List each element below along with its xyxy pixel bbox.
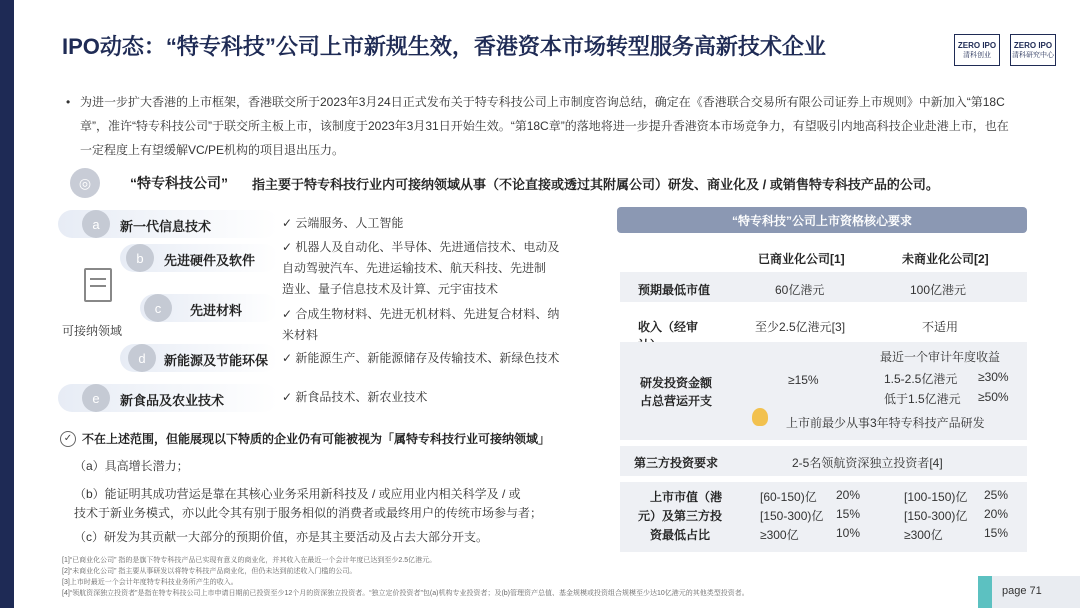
market-cap-precommercial: 100亿港元 — [910, 283, 967, 297]
category-letter-e: e — [82, 384, 110, 412]
category-items-d — [282, 348, 600, 369]
definition-term: “特专科技公司” — [130, 175, 228, 191]
logo-zero-ipo-research — [1010, 34, 1056, 66]
category-name-b: 先进硬件及软件 — [164, 253, 256, 268]
logos — [954, 34, 1056, 66]
page-number: page 71 — [1002, 585, 1042, 597]
min-ratio-c1-range: [150-300)亿 — [760, 509, 824, 523]
category-item: ✓ 合成生物材料、先进无机材料、先进复合材料、纳 — [282, 307, 560, 321]
category-item: 造业、量子信息技术及计算、元宇宙技术 — [282, 282, 499, 296]
note-b-line2: 技术于新业务模式，亦以此令其有别于服务相似的消费者或最终用户的传统市场参与者； — [74, 506, 543, 520]
note-b-line1: （b）能证明其成功营运是靠在其核心业务采用新科技及 / 或应用业内相关科学及 / 或 — [74, 487, 521, 501]
row-label-market-cap: 预期最低市值 — [638, 283, 711, 297]
category-name-d: 新能源及节能环保 — [164, 353, 269, 368]
left-accent-bar — [0, 0, 14, 608]
target-icon: ◎ — [70, 168, 100, 198]
definition-row — [70, 168, 939, 198]
logo-2-top: ZERO IPO — [1013, 40, 1053, 50]
logo-1-top: ZERO IPO — [957, 40, 997, 50]
rnd-tier1-label: 1.5-2.5亿港元 — [884, 372, 958, 386]
requirements-table-header: “特专科技”公司上市资格核心要求 — [617, 207, 1027, 233]
category-item: 米材料 — [282, 328, 319, 342]
rnd-tier2-value: ≥50% — [978, 390, 1009, 404]
page-title: IPO动态：“特专科技”公司上市新规生效，香港资本市场转型服务高新技术企业 — [62, 34, 826, 59]
min-ratio-c2-range: ≥300亿 — [904, 528, 943, 542]
category-items-c — [282, 304, 600, 346]
footnote-3: [3]上市时最近一个会计年度特专科技业务所产生的收入。 — [62, 579, 238, 586]
min-ratio-c1-range: [60-150)亿 — [760, 490, 817, 504]
logo-zero-ipo-ventures — [954, 34, 1000, 66]
row-label-min-ratio-line3: 资最低占比 — [650, 528, 711, 542]
domains-label: 可接纳领域 — [62, 324, 123, 338]
revenue-precommercial: 不适用 — [922, 320, 959, 334]
min-ratio-c1-range: ≥300亿 — [760, 528, 799, 542]
col-header-precommercial: 未商业化公司[2] — [902, 252, 989, 266]
market-cap-commercialized: 60亿港元 — [775, 283, 825, 297]
document-icon — [84, 268, 112, 302]
rnd-tier1-value: ≥30% — [978, 370, 1009, 384]
row-label-revenue-line1: 收入（经审 — [638, 320, 699, 334]
category-items-a — [282, 213, 600, 234]
row-label-rnd-line1: 研发投资金额 — [640, 376, 713, 390]
definition-text: 指主要于特专科技行业内可接纳领域从事（不论直接或透过其附属公司）研发、商业化及 / 或销售特专科技产品的公司。 — [252, 176, 939, 192]
col-header-commercialized: 已商业化公司[1] — [758, 252, 845, 266]
category-name-a: 新一代信息技术 — [120, 219, 212, 234]
category-items-b — [282, 237, 600, 300]
category-items-e — [282, 387, 600, 408]
row-label-rnd-line2: 占总营运开支 — [640, 394, 713, 408]
min-ratio-c2-pct: 20% — [984, 507, 1009, 521]
min-ratio-c1-pct: 20% — [836, 488, 861, 502]
category-letter-d: d — [128, 344, 156, 372]
category-letter-a: a — [82, 210, 110, 238]
page-accent — [978, 576, 992, 608]
category-item: ✓ 机器人及自动化、半导体、先进通信技术、电动及 — [282, 240, 560, 254]
notes-heading-text: 不在上述范围，但能展现以下特质的企业仍有可能被视为「属特专科技行业可接纳领域」 — [82, 432, 551, 446]
footnote-1: [1]“已商业化公司” 指的是旗下特专科技产品已实现有意义的商业化，并其收入在最近一个会计年度已达到至少2.5亿港元。 — [62, 557, 437, 564]
rnd-commercialized: ≥15% — [788, 373, 819, 387]
category-name-e: 新食品及农业技术 — [120, 393, 225, 408]
category-item: ✓ 云端服务、人工智能 — [282, 216, 404, 230]
check-circle-icon: ✓ — [60, 431, 76, 447]
row-label-min-ratio-line1: 上市市值（港 — [650, 490, 723, 504]
min-ratio-c2-pct: 25% — [984, 488, 1009, 502]
lightbulb-icon — [752, 408, 768, 426]
note-a: （a）具高增长潜力； — [74, 459, 189, 473]
category-name-c: 先进材料 — [190, 303, 243, 318]
revenue-commercialized: 至少2.5亿港元[3] — [755, 320, 846, 334]
category-item: ✓ 新能源生产、新能源储存及传输技术、新绿色技术 — [282, 351, 560, 365]
row-label-third-party: 第三方投资要求 — [634, 456, 719, 470]
rnd-tier2-label: 低于1.5亿港元 — [884, 392, 961, 406]
category-item: ✓ 新食品技术、新农业技术 — [282, 390, 428, 404]
logo-2-bottom: 清科研究中心 — [1012, 51, 1054, 59]
notes-heading — [60, 430, 550, 447]
min-ratio-c2-range: [100-150)亿 — [904, 490, 968, 504]
footnotes — [62, 555, 962, 599]
category-letter-c: c — [144, 294, 172, 322]
rnd-note: 上市前最少从事3年特专科技产品研发 — [786, 416, 985, 430]
min-ratio-c2-pct: 15% — [984, 526, 1009, 540]
third-party-value: 2-5名领航资深独立投资者[4] — [792, 456, 943, 470]
note-c: （c）研发为其贡献一大部分的预期价值，亦是其主要活动及占去大部分开支。 — [74, 530, 489, 544]
footnote-4: [4]“领航资深独立投资者”是指在特专科技公司上市申请日期前已投资至少12个月的资深独立投资者。“独立定价投资者”包(a)机构专业投资者；及(b)管理资产总值、基金规模或投资组合规模至少达10亿港元的其他类型投资者。 — [62, 590, 749, 597]
category-item: 自动驾驶汽车、先进运输技术、航天科技、先进制 — [282, 261, 547, 275]
min-ratio-c2-range: [150-300)亿 — [904, 509, 968, 523]
rnd-precommercial-heading: 最近一个审计年度收益 — [880, 350, 1001, 364]
min-ratio-c1-pct: 15% — [836, 507, 861, 521]
logo-1-bottom: 清科创业 — [963, 51, 991, 59]
intro-paragraph: • 为进一步扩大香港的上市框架，香港联交所于2023年3月24日正式发布关于特专科技公司上市制度咨询总结，确定在《香港联合交易所有限公司证券上市规则》中新加入“第18C章”，准许“特专科技公司”于联交所主板上市，该制度于2023年3月31日开始生效。“第18C章”的落地将进一步提升香港资本市场竞争力，有望吸引内地高科技企业赴港上市，也在一定程度上有望缓解VC/PE机构的项目退出压力。 — [80, 90, 1010, 162]
footnote-2: [2]“未商业化公司” 指主要从事研发以将特专科技产品商业化，但仍未达到前述收入门槛的公司。 — [62, 568, 357, 575]
min-ratio-c1-pct: 10% — [836, 526, 861, 540]
category-letter-b: b — [126, 244, 154, 272]
row-label-min-ratio-line2: 元）及第三方投 — [638, 509, 723, 523]
